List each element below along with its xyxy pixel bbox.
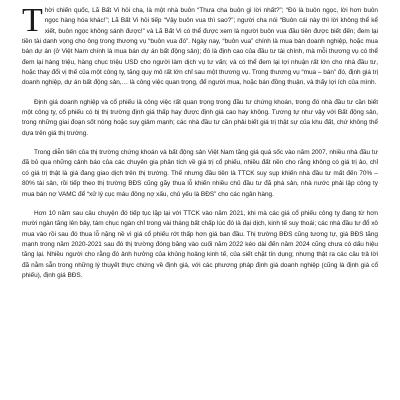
paragraph-2007-market: Trong diễn tiến của thị trường chứng khoán và bất động sản Việt Nam tăng giá quá sốc vào năm 2007, nhiều nhà đầu tư đã bỏ qua những cảnh báo của các chuyên gia phân tích về giá trị cổ phiếu, nhiều đất nền cho rằng không có giá trị ảo, chỉ có giá trị thật là giá đang giao dịch trên thị trường. Thế nhưng đầu tiên là TTCK suy sụp khiến nhà đầu tư mất đến 70% – 80% tài sản, rồi tiếp theo thị trường BĐS cũng gãy thua lỗ khiến nhiều chủ đầu tư đã phá sản, nhà nước phải lập công ty mua bán nợ VAMC để “xử lý cục máu đông nợ xấu, chủ yếu là BĐS” cho các ngân hàng. — [22, 149, 378, 198]
paragraph-intro-text: hời chiến quốc, Lã Bất Vi hỏi cha, là một nhà buôn “Thưa cha buôn gì lời nhất?”; “Đó là buôn ngọc, lời hơn buôn ngọc hàng hóa khác!”; Lã Bất Vi hỏi tiếp “Vậy buôn vua thì sao?”; người cha nói “Buôn cái này thì lời không thể kể xiết, buôn ngọc không sánh được!” và Lã Bất Vi có thể được xem là người buôn vua đầu tiên được biết đến; đem lại tiền tài danh vọng cho ông trong thương vụ “buôn vua đó”. Ngày nay, “buôn vua” chính là mua bán doanh nghiệp, hoặc mua bán dự án (ở Việt Nam chính là mua bán dự án bất động sản); đó là định cao của đầu tư tài chính, mà mỗi thương vụ có thể đem lại hàng triệu, hàng chục triệu USD cho người làm dịch vụ tư vấn; và có thể đem lại lợi nhuận rất lớn cho nhà đầu tư, hoặc thay đổi vị thế của một công ty, tăng quy mô rất lớn chỉ sau một thương vụ. Trong thương vụ “mua – bán” đó, định giá trị doanh nghiệp, dự án bất động sản,… là công việc quan trọng, để người mua, hoặc bán đồng thuận, và thấy lợi ích của mình. — [22, 7, 378, 87]
paragraph-2021-market: Hơn 10 năm sau câu chuyện đó tiếp tục lặp lại với TTCK vào năm 2021, khi mà các giá cổ phiếu công ty đang từ hơn mười ngàn tăng lên bảy, tám chục ngàn chỉ trong vài tháng bất chấp lúc đó là đại dịch, kinh tế suy thoái; các nhà đầu tư đổ xô mua vào rồi sau đó thua lỗ nặng nề vì giá cổ phiếu rớt thấp hơn giá ban đầu. Thị trường BĐS cũng tương tự, giá BĐS tăng mạnh trong năm 2020-2021 sau đó thị trường đóng băng vào cuối năm 2022 kéo dài đến năm 2024 cũng chưa có dấu hiệu tăng lại. Nhiều người cho rằng đó ảnh hưởng của khủng hoảng kinh tế, của siết chặt tín dụng; nhưng thật ra các câu trả lời đã nằm sẵn trong những lý thuyết thực chứng về định giá, với các phương pháp định giá doanh nghiệp (cũng là định giá cổ phiếu), định giá BĐS. — [22, 209, 378, 279]
paragraph-valuation: Định giá doanh nghiệp và cổ phiếu là công việc rất quan trọng trong đầu tư chứng khoán, trong đó nhà đầu tư cần biết một công ty, cổ phiếu có bị thị trường định giá thấp hay được định giá cao hay không. Tương tự như vậy với Bất động sản, trong những giai đoạn sốt nóng hoặc suy giảm mạnh; các nhà đầu tư cần phải biết giá trị thật sự của khu đất, chứ không thể dựa trên giá thị trường. — [22, 98, 378, 137]
drop-cap: T — [22, 2, 43, 39]
paragraph-intro — [22, 2, 378, 89]
